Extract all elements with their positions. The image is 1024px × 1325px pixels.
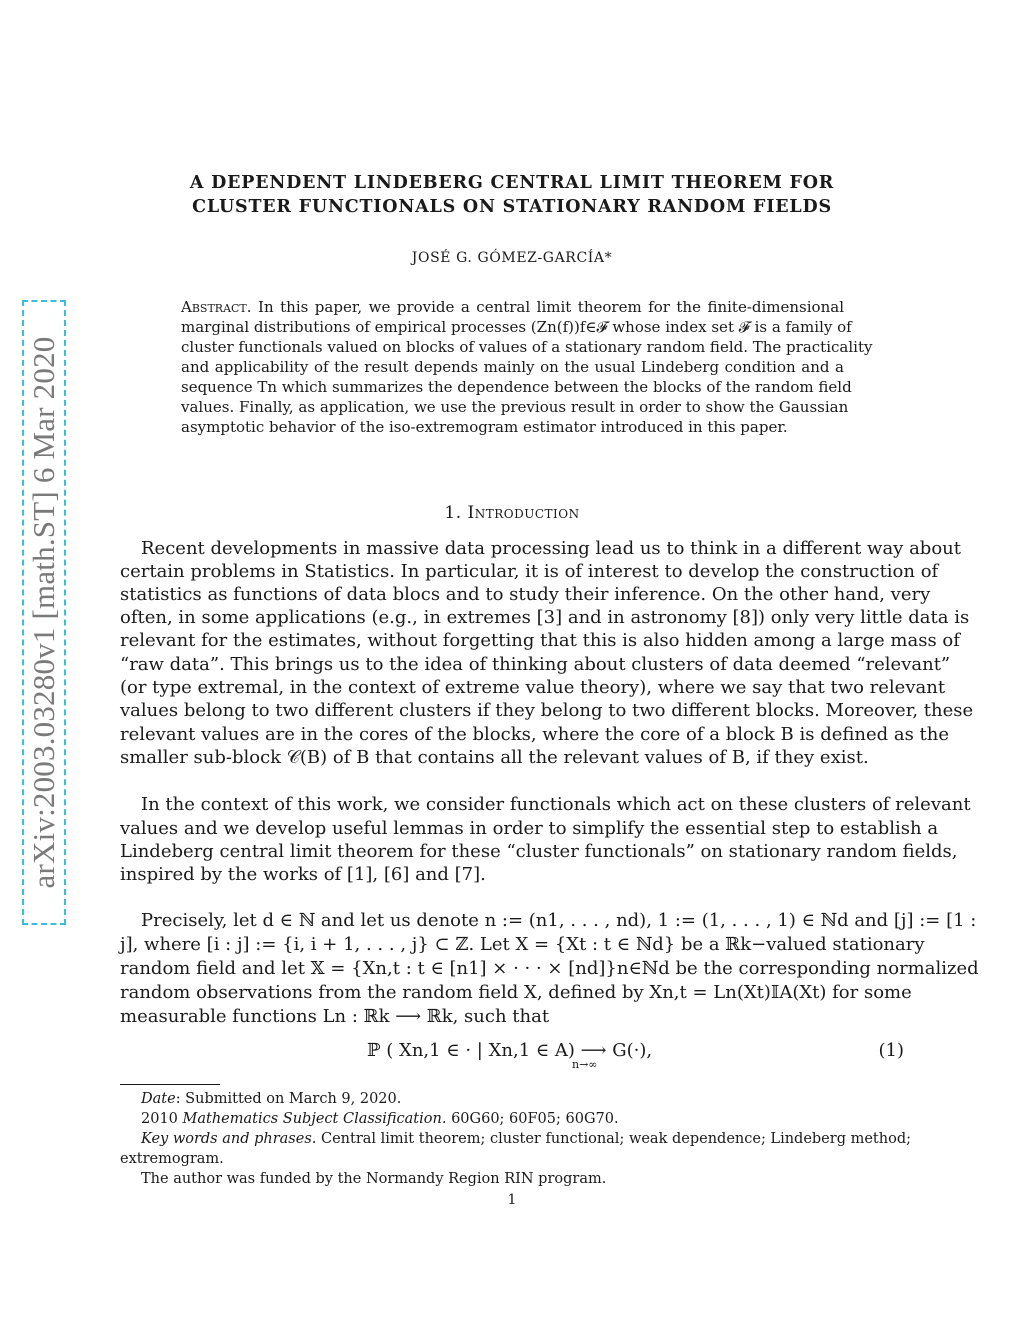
- body-line: random observations from the random field X, defined by Xn,t = Ln(Xt)𝕀A(Xt) for some: [120, 982, 912, 1003]
- footnote-date: [141, 1091, 904, 1107]
- paper-title-line-1: A DEPENDENT LINDEBERG CENTRAL LIMIT THEOREM FOR: [189, 173, 835, 193]
- abstract-label: Abstract.: [181, 298, 252, 316]
- body-line: relevant for the estimates, without forgetting that this is also hidden among a large mass of: [120, 630, 960, 651]
- body-line: Lindeberg central limit theorem for these “cluster functionals” on stationary random fields,: [120, 841, 958, 862]
- body-line: “raw data”. This brings us to the idea of thinking about clusters of data deemed “relevant”: [120, 654, 951, 675]
- equation-body: ℙ ( Xn,1 ∈ · | Xn,1 ∈ A) ⟶ G(·),: [367, 1040, 653, 1061]
- paper-title-line-2: CLUSTER FUNCTIONALS ON STATIONARY RANDOM FIELDS: [192, 197, 832, 217]
- body-line: measurable functions Ln : ℝk ⟶ ℝk, such that: [120, 1006, 550, 1027]
- date-label: Date: [141, 1091, 176, 1107]
- section-title: Introduction: [467, 503, 580, 523]
- body-line: values and we develop useful lemmas in order to simplify the essential step to establish a: [120, 818, 939, 839]
- arxiv-identifier: arXiv:2003.03280v1 [math.ST] 6 Mar 2020: [26, 336, 61, 889]
- footnote-funding: The author was funded by the Normandy Region RIN program.: [141, 1171, 607, 1187]
- body-line: j], where [i : j] := {i, i + 1, . . . , j} ⊂ ℤ. Let X = {Xt : t ∈ ℕd} be a ℝk−valued stationary: [120, 934, 925, 955]
- keywords-text: Central limit theorem; cluster functional; weak dependence; Lindeberg method;: [320, 1131, 911, 1147]
- body-line: Precisely, let d ∈ ℕ and let us denote n := (n1, . . . , nd), 1 := (1, . . . , 1) ∈ ℕd and [j] := [1 :: [141, 910, 977, 931]
- body-line: smaller sub-block 𝒞(B) of B that contains all the relevant values of B, if they exist.: [120, 747, 869, 768]
- abstract-line: values. Finally, as application, we use the previous result in order to show the Gaussian: [181, 398, 849, 416]
- body-line: (or type extremal, in the context of extreme value theory), where we say that two relevant: [120, 677, 946, 698]
- msc-year: 2010: [141, 1111, 178, 1127]
- page-number: 1: [507, 1192, 517, 1208]
- abstract-line: marginal distributions of empirical processes (Zn(f))f∈𝓕 whose index set 𝓕 is a family of: [181, 318, 852, 336]
- abstract-line: asymptotic behavior of the iso-extremogram estimator introduced in this paper.: [181, 418, 788, 436]
- footnote-msc: [141, 1111, 904, 1127]
- author-name: JOSÉ G. GÓMEZ-GARCÍA*: [411, 250, 613, 266]
- abstract-line: cluster functionals valued on blocks of values of a stationary random field. The practicality: [181, 338, 873, 356]
- body-line: In the context of this work, we consider functionals which act on these clusters of relevant: [141, 794, 971, 815]
- keywords-label: Key words and phrases.: [141, 1131, 317, 1147]
- footnote-keywords: [141, 1131, 911, 1147]
- equation-limit: n→∞: [572, 1058, 598, 1071]
- abstract-line: and applicability of the result depends mainly on the usual Lindeberg condition and a: [181, 358, 844, 376]
- msc-codes: 60G60; 60F05; 60G70.: [451, 1111, 619, 1127]
- body-line: values belong to two different clusters if they belong to two different blocks. Moreover, these: [120, 700, 974, 721]
- msc-label: Mathematics Subject Classification.: [182, 1111, 447, 1127]
- body-line: statistics as functions of data blocs and to study their inference. On the other hand, very: [120, 584, 931, 605]
- equation-number: (1): [878, 1040, 904, 1061]
- body-line: random field and let 𝕏 = {Xn,t : t ∈ [n1] × · · · × [nd]}n∈ℕd be the corresponding normalized: [120, 958, 979, 979]
- section-number: 1.: [444, 503, 462, 523]
- date-text: : Submitted on March 9, 2020.: [175, 1091, 402, 1107]
- footnote-keywords-cont: extremogram.: [120, 1151, 224, 1167]
- abstract-line: sequence Tn which summarizes the dependence between the blocks of the random field: [181, 378, 852, 396]
- footnote-rule: [120, 1084, 220, 1085]
- body-line: relevant values are in the cores of the blocks, where the core of a block B is defined as the: [120, 724, 950, 745]
- abstract-line: [181, 298, 844, 316]
- body-line: often, in some applications (e.g., in extremes [3] and in astronomy [8]) only very little data is: [120, 607, 970, 628]
- section-heading: [120, 503, 904, 523]
- body-line: inspired by the works of [1], [6] and [7].: [120, 864, 486, 885]
- body-line: certain problems in Statistics. In particular, it is of interest to develop the construction of: [120, 561, 939, 582]
- abstract-text: In this paper, we provide a central limit theorem for the finite-dimensional: [258, 298, 844, 316]
- body-line: Recent developments in massive data processing lead us to think in a different way about: [141, 538, 961, 559]
